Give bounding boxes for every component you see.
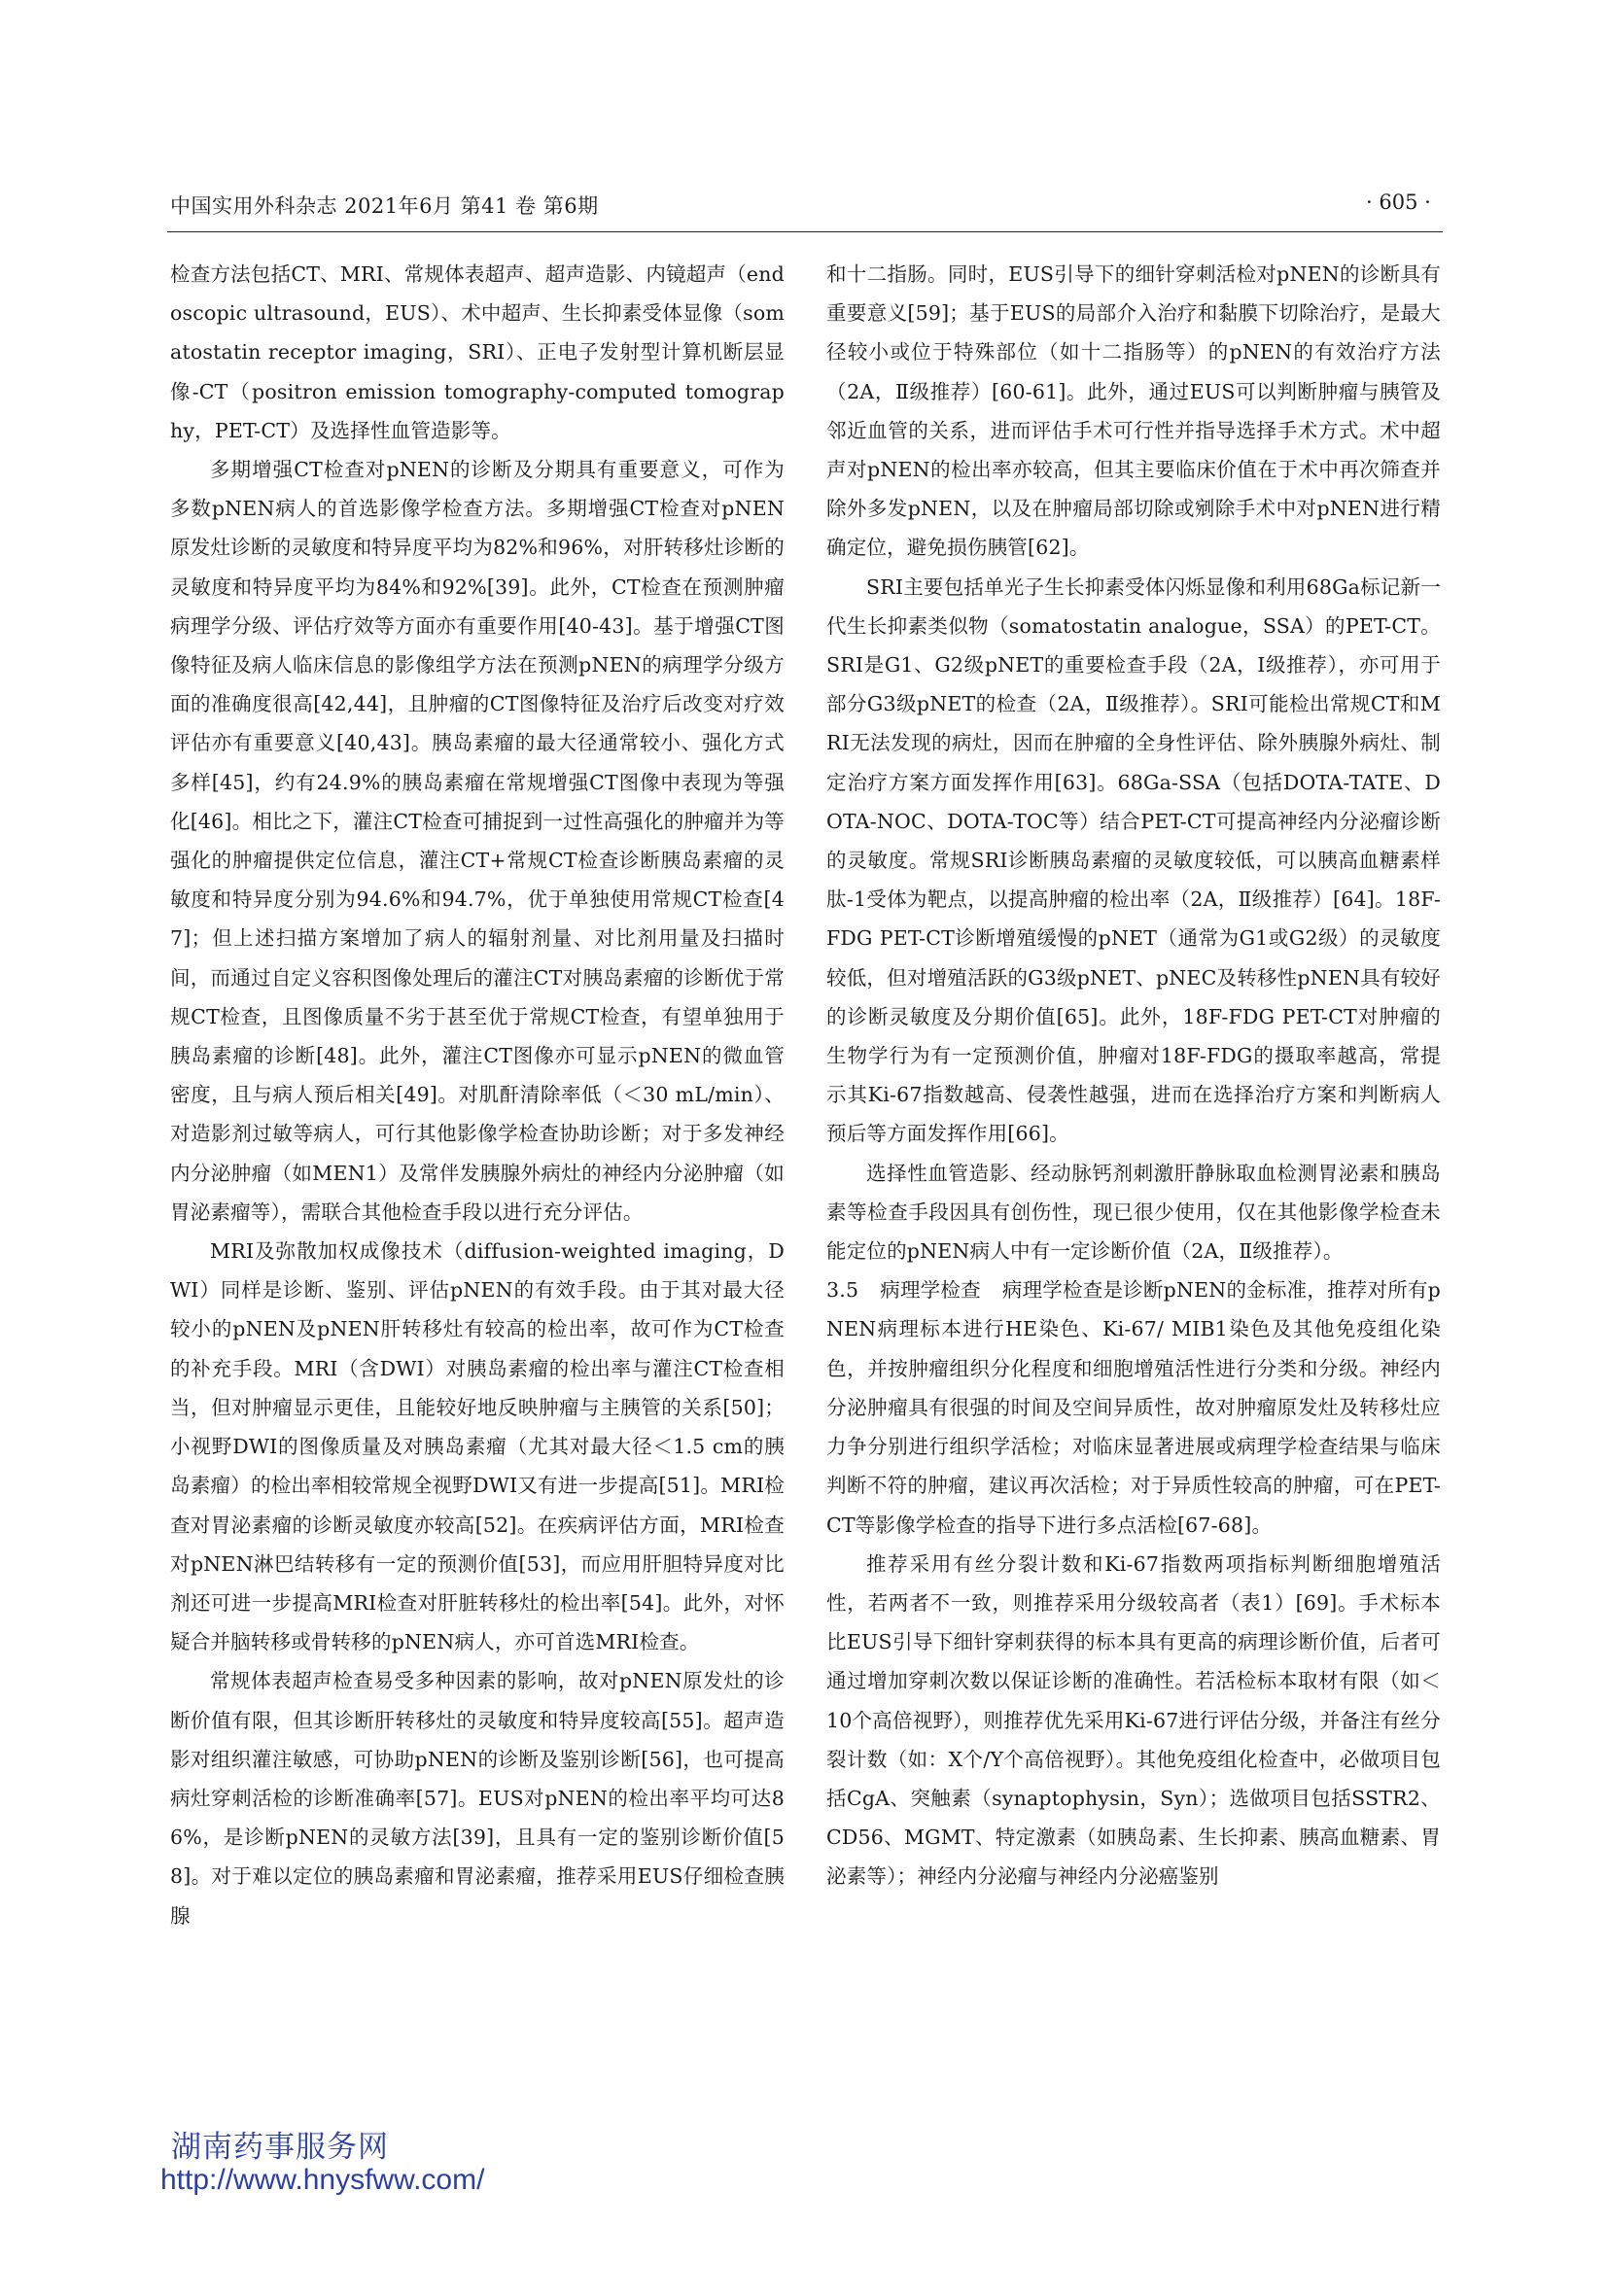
paragraph: 检查方法包括CT、MRI、常规体表超声、超声造影、内镜超声（endoscopic ultrasound，EUS）、术中超声、生长抑素受体显像（somatostatin receptor imaging，SRI）、正电子发射型计算机断层显像-CT（positron emission tomography-computed tomography，PET-CT）及选择性血管造影等。	[170, 262, 785, 442]
running-header-journal: 中国实用外科杂志 2021年6月 第41 卷 第6期	[170, 194, 599, 218]
left-column	[170, 255, 785, 1935]
paragraph: 选择性血管造影、经动脉钙剂刺激肝静脉取血检测胃泌素和胰岛素等检查手段因具有创伤性，现已很少使用，仅在其他影像学检查未能定位的pNEN病人中有一定诊断价值（2A，Ⅱ级推荐）。	[826, 1161, 1441, 1264]
paragraph: 和十二指肠。同时，EUS引导下的细针穿刺活检对pNEN的诊断具有重要意义[59]；基于EUS的局部介入治疗和黏膜下切除治疗，是最大径较小或位于特殊部位（如十二指肠等）的pNEN的有效治疗方法（2A，Ⅱ级推荐）[60-61]。此外，通过EUS可以判断肿瘤与胰管及邻近血管的关系，进而评估手术可行性并指导选择手术方式。术中超声对pNEN的检出率亦较高，但其主要临床价值在于术中再次筛查并除外多发pNEN，以及在肿瘤局部切除或剜除手术中对pNEN进行精确定位，避免损伤胰管[62]。	[826, 262, 1441, 560]
paragraph: 多期增强CT检查对pNEN的诊断及分期具有重要意义，可作为多数pNEN病人的首选影像学检查方法。多期增强CT检查对pNEN原发灶诊断的灵敏度和特异度平均为82%和96%，对肝转移灶诊断的灵敏度和特异度平均为84%和92%[39]。此外，CT检查在预测肿瘤病理学分级、评估疗效等方面亦有重要作用[40-43]。基于增强CT图像特征及病人临床信息的影像组学方法在预测pNEN的病理学分级方面的准确度很高[42,44]，且肿瘤的CT图像特征及治疗后改变对疗效评估亦有重要意义[40,43]。胰岛素瘤的最大径通常较小、强化方式多样[45]，约有24.9%的胰岛素瘤在常规增强CT图像中表现为等强化[46]。相比之下，灌注CT检查可捕捉到一过性高强化的肿瘤并为等强化的肿瘤提供定位信息，灌注CT+常规CT检查诊断胰岛素瘤的灵敏度和特异度分别为94.6%和94.7%，优于单独使用常规CT检查[47]；但上述扫描方案增加了病人的辐射剂量、对比剂用量及扫描时间，而通过自定义容积图像处理后的灌注CT对胰岛素瘤的诊断优于常规CT检查，且图像质量不劣于甚至优于常规CT检查，有望单独用于胰岛素瘤的诊断[48]。此外，灌注CT图像亦可显示pNEN的微血管密度，且与病人预后相关[49]。对肌酐清除率低（＜30 mL/min）、对造影剂过敏等病人，可行其他影像学检查协助诊断；对于多发神经内分泌肿瘤（如MEN1）及常伴发胰腺外病灶的神经内分泌肿瘤（如胃泌素瘤等），需联合其他检查手段以进行充分评估。	[170, 458, 785, 1224]
section-paragraph	[826, 1270, 1441, 1544]
page-number: · 605 ·	[1366, 191, 1431, 214]
watermark-site-name: 湖南药事服务网	[171, 2130, 389, 2165]
right-column	[826, 255, 1441, 1896]
paragraph: 常规体表超声检查易受多种因素的影响，故对pNEN原发灶的诊断价值有限，但其诊断肝转移灶的灵敏度和特异度较高[55]。超声造影对组织灌注敏感，可协助pNEN的诊断及鉴别诊断[56]，也可提高病灶穿刺活检的诊断准确率[57]。EUS对pNEN的检出率平均可达86%，是诊断pNEN的灵敏方法[39]，且具有一定的鉴别诊断价值[58]。对于难以定位的胰岛素瘤和胃泌素瘤，推荐采用EUS仔细检查胰腺	[170, 1669, 785, 1928]
watermark-url[interactable]: http://www.hnysfww.com/	[160, 2164, 485, 2196]
section-number: 3.5	[826, 1278, 859, 1303]
section-body: 病理学检查是诊断pNEN的金标准，推荐对所有pNEN病理标本进行HE染色、Ki-67/ MIB1染色及其他免疫组化染色，并按肿瘤组织分化程度和细胞增殖活性进行分类和分级。神经内分泌肿瘤具有很强的时间及空间异质性，故对肿瘤原发灶及转移灶应力争分别进行组织学活检；对临床显著进展或病理学检查结果与临床判断不符的肿瘤，建议再次活检；对于异质性较高的肿瘤，可在PET-CT等影像学检查的指导下进行多点活检[67-68]。	[826, 1278, 1442, 1537]
paragraph: 推荐采用有丝分裂计数和Ki-67指数两项指标判断细胞增殖活性，若两者不一致，则推荐采用分级较高者（表1）[69]。手术标本比EUS引导下细针穿刺获得的标本具有更高的病理诊断价值，后者可通过增加穿刺次数以保证诊断的准确性。若活检标本取材有限（如＜10个高倍视野），则推荐优先采用Ki-67进行评估分级，并备注有丝分裂计数（如：X个/Y个高倍视野）。其他免疫组化检查中，必做项目包括CgA、突触素（synaptophysin，Syn）；选做项目包括SSTR2、CD56、MGMT、特定激素（如胰岛素、生长抑素、胰高血糖素、胃泌素等）；神经内分泌瘤与神经内分泌癌鉴别	[826, 1551, 1441, 1889]
header-rule	[167, 231, 1443, 232]
paragraph: MRI及弥散加权成像技术（diffusion-weighted imaging，DWI）同样是诊断、鉴别、评估pNEN的有效手段。由于其对最大径较小的pNEN及pNEN肝转移灶有较高的检出率，故可作为CT检查的补充手段。MRI（含DWI）对胰岛素瘤的检出率与灌注CT检查相当，但对肿瘤显示更佳，且能较好地反映肿瘤与主胰管的关系[50]；小视野DWI的图像质量及对胰岛素瘤（尤其对最大径＜1.5 cm的胰岛素瘤）的检出率相较常规全视野DWI又有进一步提高[51]。MRI检查对胃泌素瘤的诊断灵敏度亦较高[52]。在疾病评估方面，MRI检查对pNEN淋巴结转移有一定的预测价值[53]，而应用肝胆特异度对比剂还可进一步提高MRI检查对肝脏转移灶的检出率[54]。此外，对怀疑合并脑转移或骨转移的pNEN病人，亦可首选MRI检查。	[170, 1239, 785, 1654]
section-title: 病理学检查	[880, 1278, 981, 1303]
paragraph: SRI主要包括单光子生长抑素受体闪烁显像和利用68Ga标记新一代生长抑素类似物（somatostatin analogue，SSA）的PET-CT。SRI是G1、G2级pNET的重要检查手段（2A，Ⅰ级推荐），亦可用于部分G3级pNET的检查（2A，Ⅱ级推荐）。SRI可能检出常规CT和MRI无法发现的病灶，因而在肿瘤的全身性评估、除外胰腺外病灶、制定治疗方案方面发挥作用[63]。68Ga-SSA（包括DOTA-TATE、DOTA-NOC、DOTA-TOC等）结合PET-CT可提高神经内分泌瘤诊断的灵敏度。常规SRI诊断胰岛素瘤的灵敏度较低，可以胰高血糖素样肽-1受体为靶点，以提高肿瘤的检出率（2A，Ⅱ级推荐）[64]。18F-FDG PET-CT诊断增殖缓慢的pNET（通常为G1或G2级）的灵敏度较低，但对增殖活跃的G3级pNET、pNEC及转移性pNEN具有较好的诊断灵敏度及分期价值[65]。此外，18F-FDG PET-CT对肿瘤的生物学行为有一定预测价值，肿瘤对18F-FDG的摄取率越高，常提示其Ki-67指数越高、侵袭性越强，进而在选择治疗方案和判断病人预后等方面发挥作用[66]。	[826, 574, 1441, 1146]
